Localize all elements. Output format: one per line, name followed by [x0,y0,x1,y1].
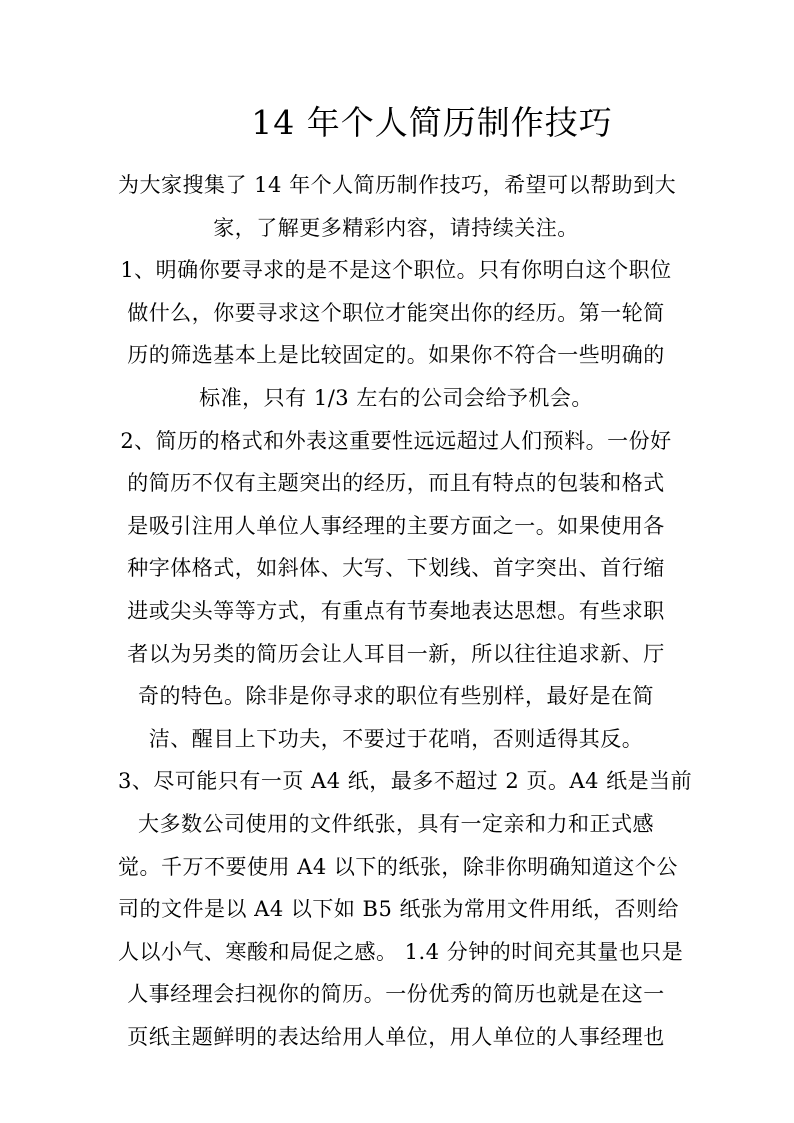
text-line: 奇的特色。除非是你寻求的职位有些别样，最好是在简 [138,684,654,709]
text-line: 者以为另类的简历会让人耳目一新，所以往往追求新、厅 [127,641,665,666]
text-line: 司的文件是以 A4 以下如 B5 纸张为常用文件用纸，否则给 [118,897,680,922]
text-line: 家，了解更多精彩内容，请持续关注。 [213,215,579,240]
text-line: 2、简历的格式和外表这重要性远远超过人们预料。一份好 [120,428,672,453]
text-line: 觉。千万不要使用 A4 以下的纸张，除非你明确知道这个公 [118,854,678,879]
text-line: 大多数公司使用的文件纸张，具有一定亲和力和正式感 [138,811,654,836]
text-line: 标准，只有 1/3 左右的公司会给予机会。 [199,385,593,410]
text-line: 历的筛选基本上是比较固定的。如果你不符合一些明确的 [127,343,665,368]
text-line: 是吸引注用人单位人事经理的主要方面之一。如果使用各 [127,513,665,538]
text-line: 页纸主题鲜明的表达给用人单位，用人单位的人事经理也 [127,1024,665,1049]
text-line: 洁、醒目上下功夫，不要过于花哨，否则适得其反。 [148,726,644,751]
page-title: 14 年个人简历制作技巧 [251,103,613,142]
text-line: 3、尽可能只有一页 A4 纸，最多不超过 2 页。A4 纸是当前 [118,769,693,794]
text-line: 种字体格式，如斜体、大写、下划线、首字突出、首行缩 [127,556,665,581]
text-line: 人以小气、寒酸和局促之感。 1.4 分钟的时间充其量也只是 [118,939,684,964]
text-line: 为大家搜集了 14 年个人简历制作技巧，希望可以帮助到大 [118,173,677,197]
text-line: 人事经理会扫视你的简历。一份优秀的简历也就是在这一 [127,982,665,1007]
text-line: 做什么，你要寻求这个职位才能突出你的经历。第一轮简 [127,300,665,325]
text-line: 的简历不仅有主题突出的经历，而且有特点的包装和格式 [127,471,665,496]
document-body [118,164,693,1058]
text-line: 进或尖头等等方式，有重点有节奏地表达思想。有些求职 [127,598,665,623]
text-line: 1、明确你要寻求的是不是这个职位。只有你明白这个职位 [120,258,672,283]
